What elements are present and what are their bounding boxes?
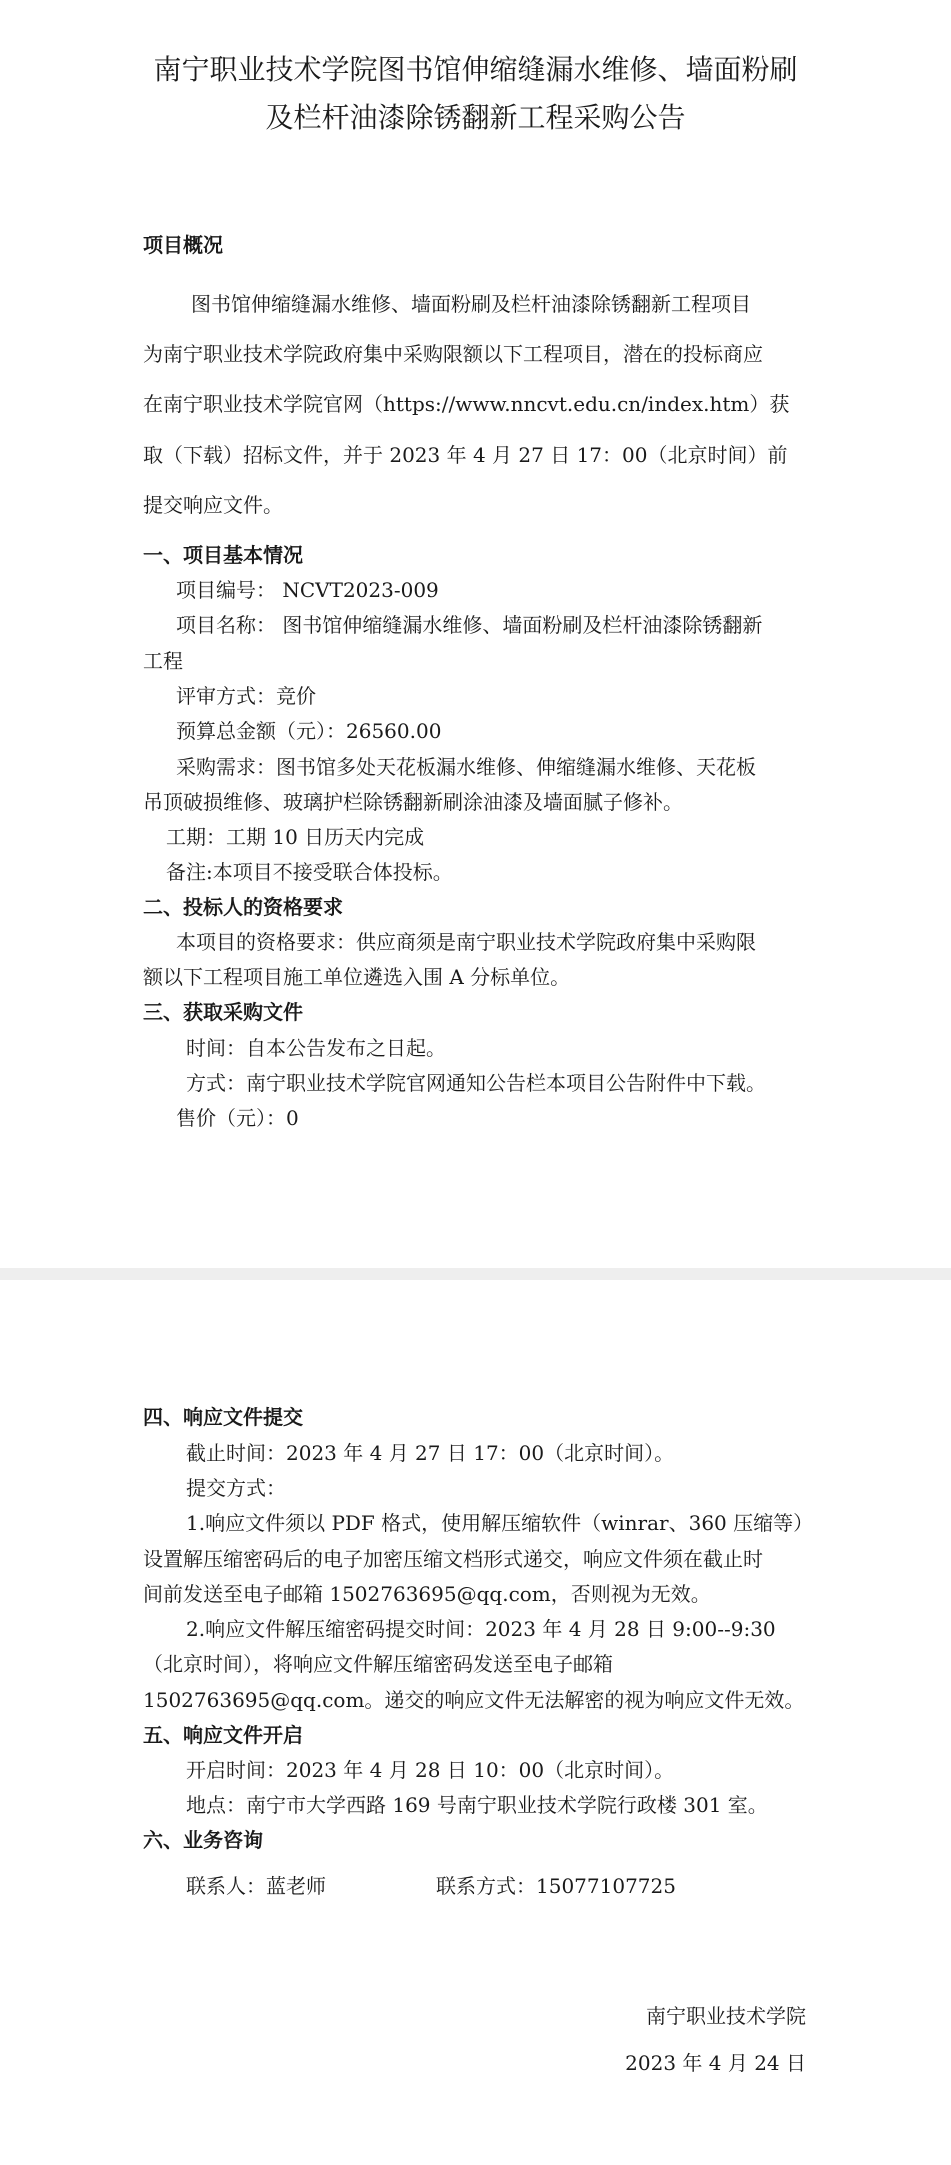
submission-item-2-line-3: 1502763695@qq.com。递交的响应文件无法解密的视为响应文件无效。 bbox=[143, 1688, 805, 1712]
project-number: 项目编号： NCVT2023-009 bbox=[176, 578, 439, 602]
overview-line-3: 在南宁职业技术学院官网（https://www.nncvt.edu.cn/index.htm）获 bbox=[143, 392, 790, 416]
contact-person: 联系人：蓝老师 bbox=[186, 1874, 326, 1898]
submission-item-2-line-2: （北京时间），将响应文件解压缩密码发送至电子邮箱 bbox=[143, 1652, 613, 1676]
overview-line-5: 提交响应文件。 bbox=[143, 493, 283, 517]
section-4-heading: 四、响应文件提交 bbox=[143, 1405, 303, 1429]
remark: 备注:本项目不接受联合体投标。 bbox=[166, 860, 453, 884]
section-2-heading: 二、投标人的资格要求 bbox=[143, 895, 343, 919]
page-title-line-1: 南宁职业技术学院图书馆伸缩缝漏水维修、墙面粉刷 bbox=[153, 53, 798, 86]
section-1-heading: 一、项目基本情况 bbox=[143, 543, 303, 567]
section-5-heading: 五、响应文件开启 bbox=[143, 1723, 303, 1747]
overview-line-1: 图书馆伸缩缝漏水维修、墙面粉刷及栏杆油漆除锈翻新工程项目 bbox=[191, 292, 751, 316]
project-name-line-1: 项目名称： 图书馆伸缩缝漏水维修、墙面粉刷及栏杆油漆除锈翻新 bbox=[176, 613, 763, 637]
construction-period: 工期：工期 10 日历天内完成 bbox=[166, 825, 425, 849]
document-method: 方式：南宁职业技术学院官网通知公告栏本项目公告附件中下载。 bbox=[186, 1071, 766, 1095]
submission-method-label: 提交方式： bbox=[186, 1476, 286, 1500]
procurement-demand-line-2: 吊顶破损维修、玻璃护栏除锈翻新刷涂油漆及墙面腻子修补。 bbox=[143, 790, 683, 814]
overview-heading: 项目概况 bbox=[143, 233, 223, 257]
document-time: 时间：自本公告发布之日起。 bbox=[186, 1036, 446, 1060]
section-6-heading: 六、业务咨询 bbox=[143, 1828, 263, 1852]
section-3-heading: 三、获取采购文件 bbox=[143, 1000, 303, 1024]
procurement-demand-line-1: 采购需求：图书馆多处天花板漏水维修、伸缩缝漏水维修、天花板 bbox=[176, 755, 756, 779]
qualification-line-2: 额以下工程项目施工单位遴选入围 A 分标单位。 bbox=[143, 965, 571, 989]
budget-amount: 预算总金额（元）：26560.00 bbox=[176, 719, 442, 743]
qualification-line-1: 本项目的资格要求：供应商须是南宁职业技术学院政府集中采购限 bbox=[176, 930, 756, 954]
signature-date: 2023 年 4 月 24 日 bbox=[625, 2051, 806, 2075]
project-name-line-2: 工程 bbox=[143, 649, 183, 673]
overview-line-4: 取（下载）招标文件，并于 2023 年 4 月 27 日 17：00（北京时间）前 bbox=[143, 443, 788, 467]
page-divider bbox=[0, 1268, 951, 1280]
review-method: 评审方式：竞价 bbox=[176, 684, 316, 708]
submission-item-1-line-1: 1.响应文件须以 PDF 格式，使用解压缩软件（winrar、360 压缩等） bbox=[186, 1511, 814, 1535]
opening-time: 开启时间：2023 年 4 月 28 日 10：00（北京时间）。 bbox=[186, 1758, 675, 1782]
page-title-line-2: 及栏杆油漆除锈翻新工程采购公告 bbox=[265, 101, 686, 134]
document-price: 售价（元）：0 bbox=[176, 1106, 299, 1130]
signature-org: 南宁职业技术学院 bbox=[646, 2004, 806, 2028]
contact-phone: 联系方式：15077107725 bbox=[436, 1874, 676, 1898]
submission-deadline: 截止时间：2023 年 4 月 27 日 17：00（北京时间）。 bbox=[186, 1441, 675, 1465]
submission-item-1-line-2: 设置解压缩密码后的电子加密压缩文档形式递交，响应文件须在截止时 bbox=[143, 1547, 763, 1571]
opening-location: 地点：南宁市大学西路 169 号南宁职业技术学院行政楼 301 室。 bbox=[186, 1793, 768, 1817]
submission-item-2-line-1: 2.响应文件解压缩密码提交时间：2023 年 4 月 28 日 9:00--9:30 bbox=[186, 1617, 776, 1641]
submission-item-1-line-3: 间前发送至电子邮箱 1502763695@qq.com，否则视为无效。 bbox=[143, 1582, 711, 1606]
overview-line-2: 为南宁职业技术学院政府集中采购限额以下工程项目，潜在的投标商应 bbox=[143, 342, 763, 366]
